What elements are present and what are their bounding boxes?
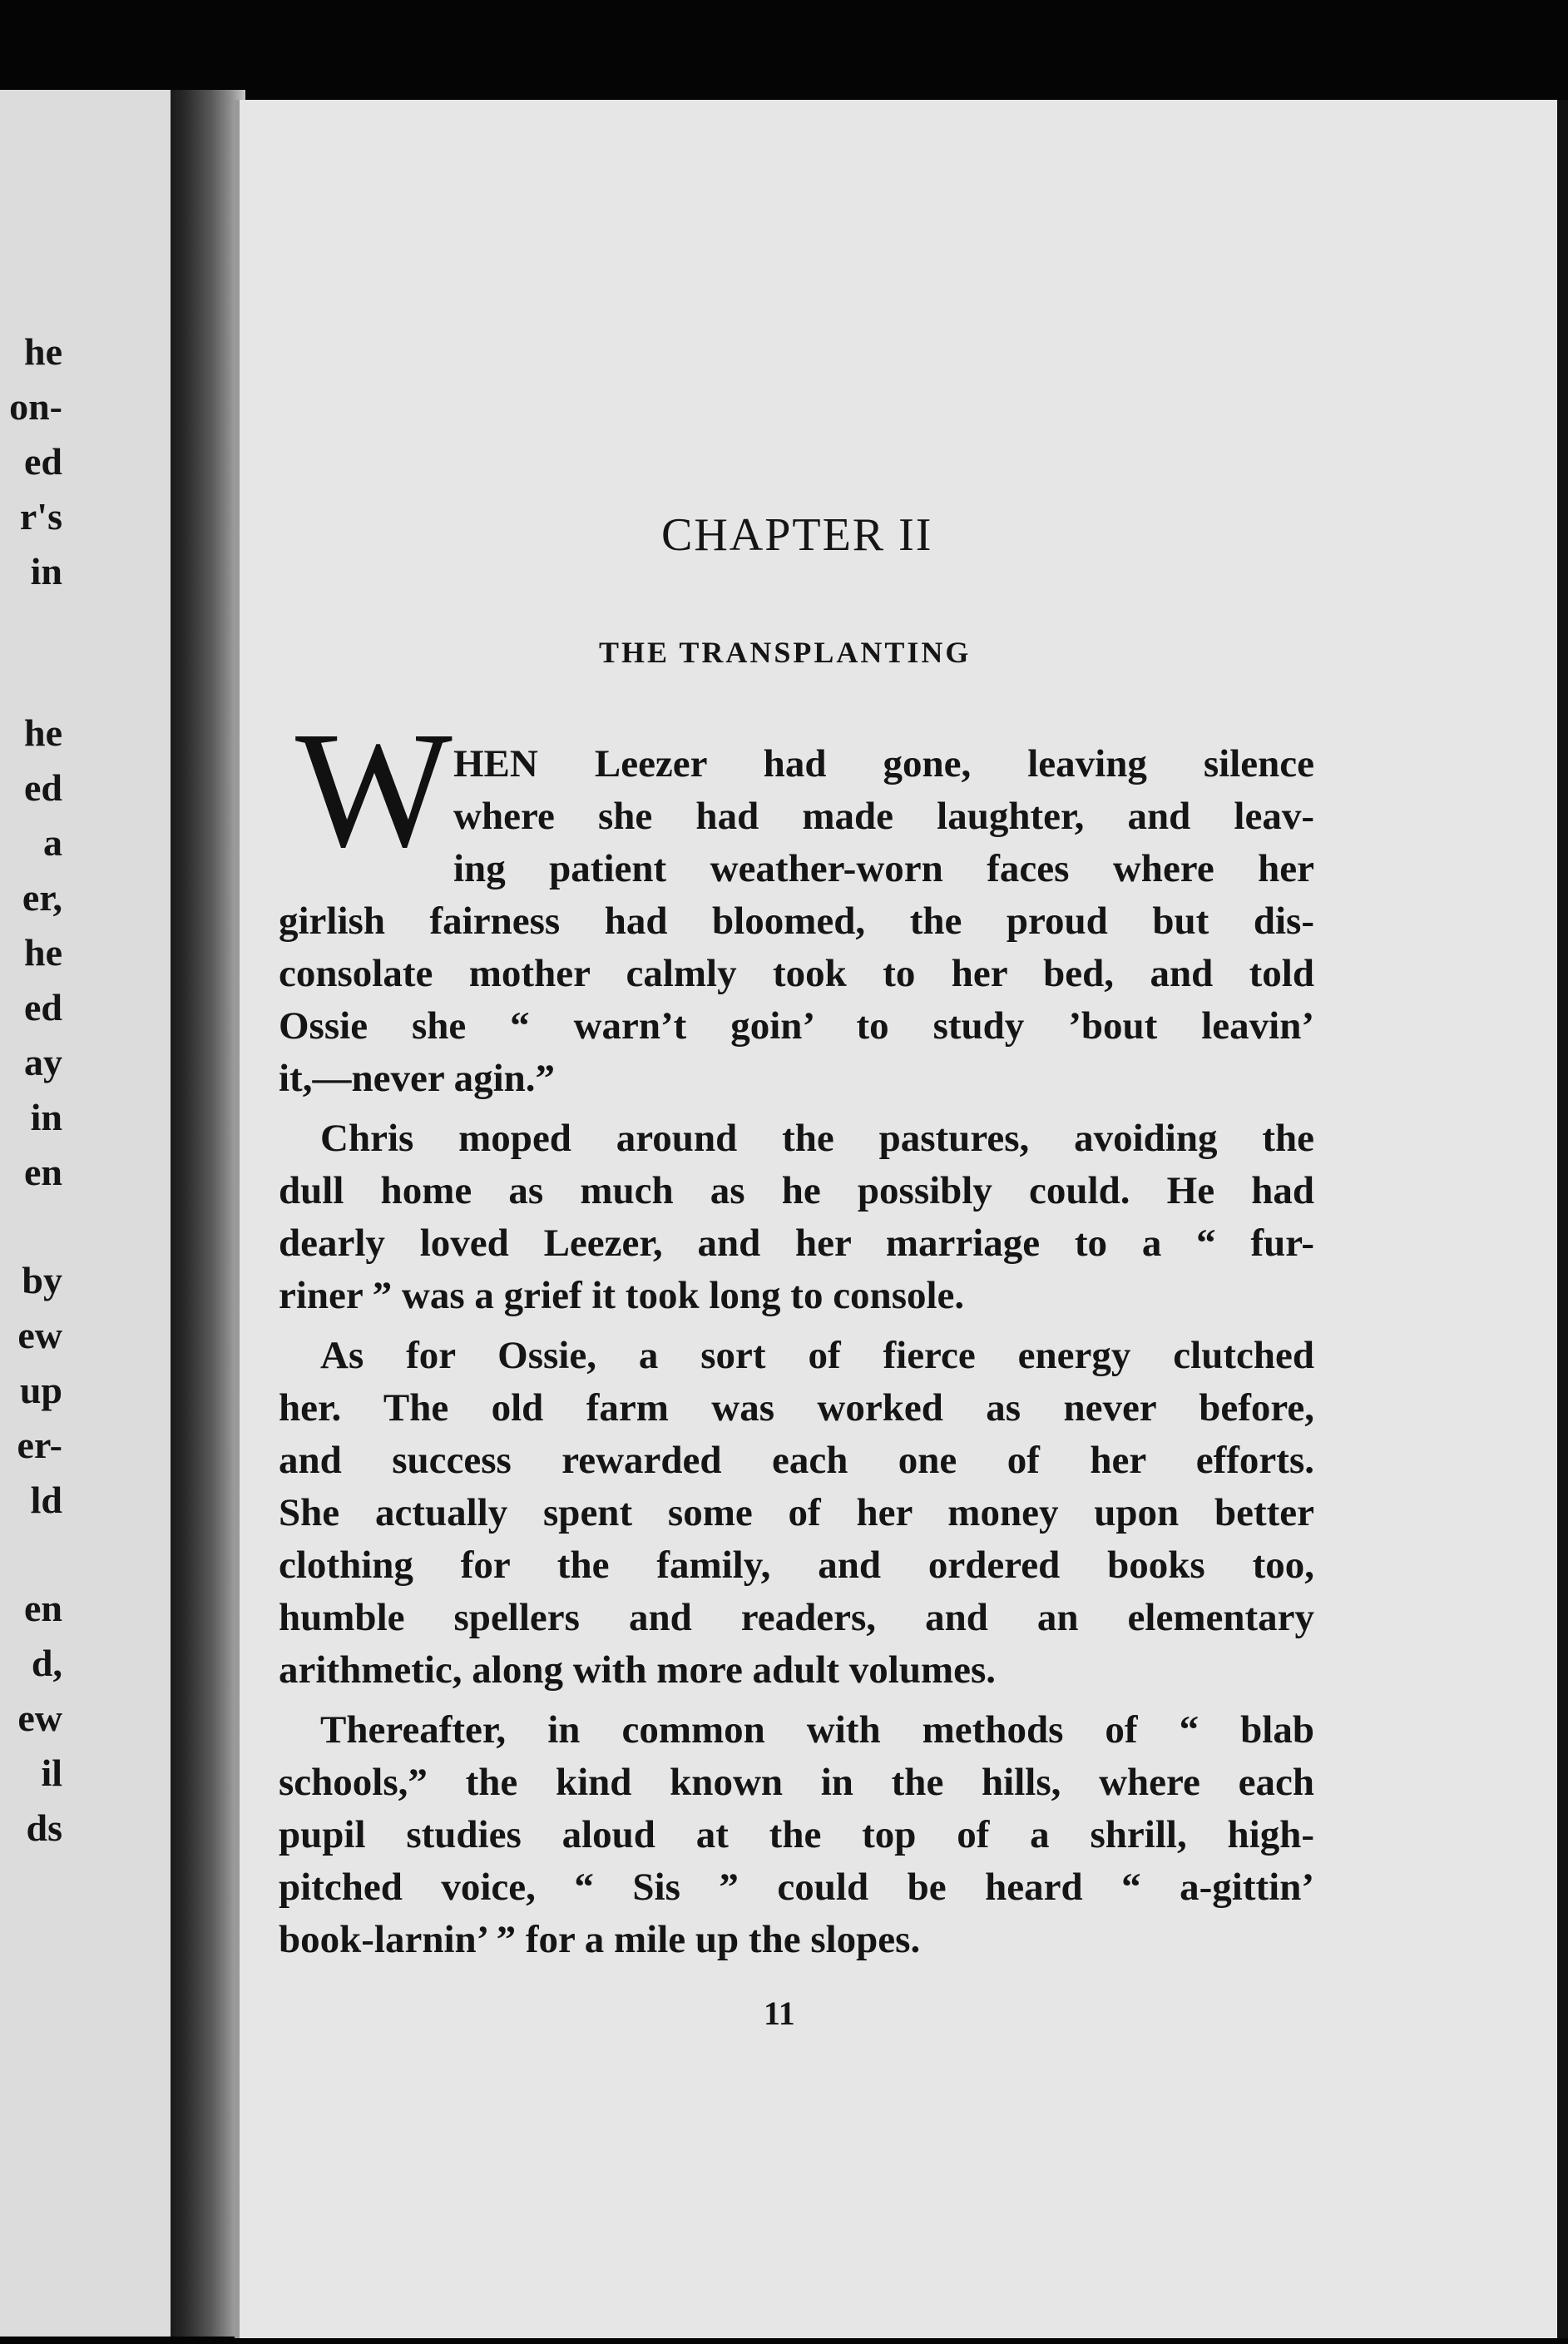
previous-page-line: ew	[17, 1314, 62, 1356]
paragraph-line: She actually spent some of her money upon better	[279, 1491, 1314, 1534]
paragraph-line: clothing for the family, and ordered books too,	[279, 1544, 1314, 1587]
paragraph-line: riner ” was a grief it took long to console.	[279, 1274, 965, 1317]
book-right-edge	[1557, 100, 1568, 2338]
paragraph-line: consolate mother calmly took to her bed, and told	[279, 952, 1314, 995]
book-page	[235, 100, 1557, 2338]
previous-page-line: ay	[24, 1041, 62, 1083]
previous-page-line: on-	[9, 385, 62, 428]
previous-page-line: ds	[26, 1806, 62, 1849]
paragraph-line: book-larnin’ ” for a mile up the slopes.	[279, 1918, 921, 1961]
paragraph-line: humble spellers and readers, and an elementary	[279, 1596, 1314, 1639]
previous-page-line: er,	[22, 876, 62, 919]
previous-page-line: en	[24, 1151, 62, 1193]
paragraph-line: dearly loved Leezer, and her marriage to a “ fur-	[279, 1222, 1314, 1265]
previous-page-line: ld	[30, 1479, 62, 1521]
chapter-title: CHAPTER II	[661, 509, 933, 561]
paragraph-line: ing patient weather-worn faces where her	[453, 847, 1314, 890]
paragraph-line: HEN Leezer had gone, leaving silence	[453, 742, 1314, 785]
previous-page-line: up	[19, 1369, 62, 1411]
previous-page-line: er-	[17, 1424, 62, 1466]
previous-page-line: he	[24, 931, 62, 974]
previous-page-line: in	[30, 1096, 62, 1138]
paragraph-line: Chris moped around the pastures, avoiding the	[320, 1117, 1314, 1160]
previous-page-line: d,	[31, 1642, 62, 1684]
previous-page-fragment	[0, 90, 181, 2337]
paragraph-line: Thereafter, in common with methods of “ blab	[320, 1708, 1314, 1752]
previous-page-line: he	[24, 330, 62, 373]
previous-page-line: r's	[19, 495, 62, 538]
paragraph-line: arithmetic, along with more adult volumes.	[279, 1648, 997, 1692]
previous-page-line: ed	[24, 766, 62, 809]
paragraph-line: dull home as much as he possibly could. He had	[279, 1169, 1314, 1212]
paragraph-line: it,—never agin.”	[279, 1057, 556, 1100]
previous-page-line: a	[43, 821, 62, 864]
paragraph-line: pitched voice, “ Sis ” could be heard “ a-gittin’	[279, 1866, 1314, 1909]
previous-page-line: ed	[24, 440, 62, 483]
previous-page-line: in	[30, 550, 62, 592]
paragraph-line: girlish fairness had bloomed, the proud but dis-	[279, 899, 1314, 943]
paragraph-line: schools,” the kind known in the hills, where each	[279, 1761, 1314, 1804]
previous-page-line: il	[41, 1752, 62, 1794]
paragraph-line: and success rewarded each one of her efforts.	[279, 1439, 1314, 1482]
page-number: 11	[764, 1995, 795, 2032]
paragraph-line: Ossie she “ warn’t goin’ to study ’bout leavin’	[279, 1004, 1314, 1048]
previous-page-line: ew	[17, 1697, 62, 1739]
paragraph-line: As for Ossie, a sort of fierce energy clutched	[320, 1334, 1314, 1377]
previous-page-line-endings	[0, 90, 62, 2337]
drop-cap: W	[295, 698, 453, 882]
previous-page-line: ed	[24, 986, 62, 1028]
paragraph-line: pupil studies aloud at the top of a shrill, high-	[279, 1813, 1314, 1856]
paragraph-line: where she had made laughter, and leav-	[453, 795, 1314, 838]
paragraph-line: her. The old farm was worked as never before,	[279, 1386, 1314, 1430]
previous-page-line: he	[24, 711, 62, 754]
previous-page-line: by	[22, 1259, 62, 1301]
chapter-subtitle: THE TRANSPLANTING	[599, 636, 972, 669]
previous-page-line: en	[24, 1587, 62, 1629]
